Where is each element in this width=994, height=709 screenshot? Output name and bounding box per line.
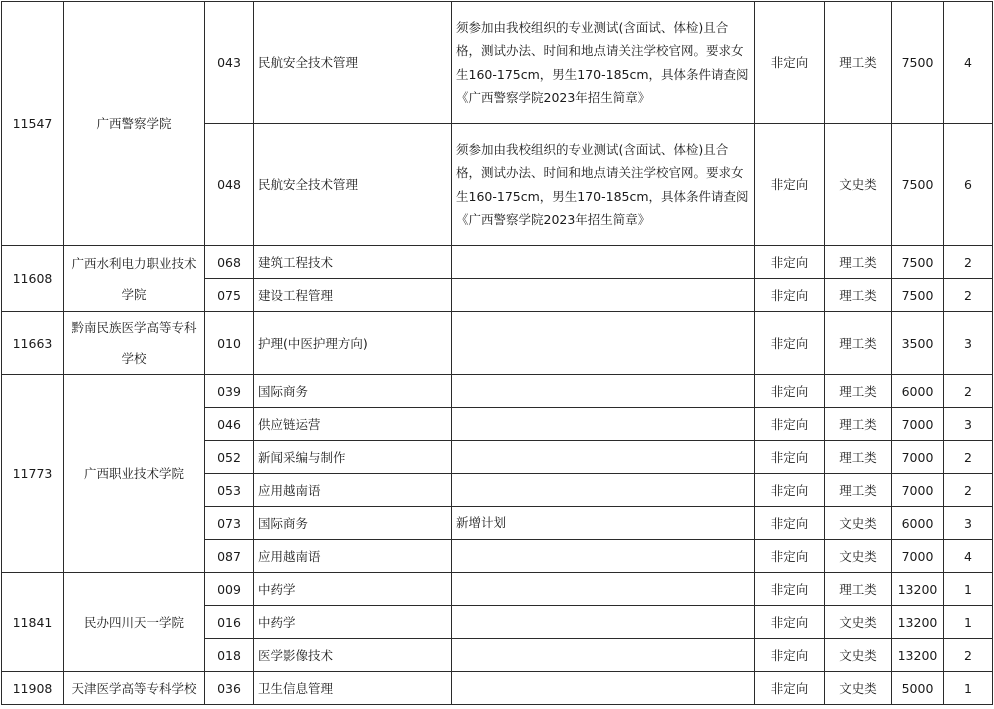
tuition-fee: 13200 [892,639,944,672]
plan-type: 非定向 [755,312,825,375]
school-code: 11908 [2,672,64,705]
subject-category: 文史类 [825,507,892,540]
subject-category: 文史类 [825,606,892,639]
table-row [2,246,993,279]
major-code: 016 [205,606,254,639]
major-name: 建筑工程技术 [254,246,452,279]
subject-category: 理工类 [825,375,892,408]
school-name: 黔南民族医学高等专科学校 [64,312,205,375]
subject-category: 文史类 [825,639,892,672]
major-name: 中药学 [254,573,452,606]
plan-type: 非定向 [755,606,825,639]
plan-type: 非定向 [755,441,825,474]
major-note [452,540,755,573]
school-name: 广西水利电力职业技术学院 [64,246,205,312]
major-name: 护理(中医护理方向) [254,312,452,375]
subject-category: 文史类 [825,124,892,246]
plan-type: 非定向 [755,2,825,124]
major-code: 053 [205,474,254,507]
major-note [452,639,755,672]
major-code: 010 [205,312,254,375]
plan-count: 3 [944,312,993,375]
plan-count: 1 [944,573,993,606]
major-note [452,312,755,375]
major-note [452,606,755,639]
tuition-fee: 7500 [892,124,944,246]
subject-category: 理工类 [825,279,892,312]
plan-count: 2 [944,474,993,507]
major-name: 国际商务 [254,375,452,408]
tuition-fee: 7000 [892,474,944,507]
tuition-fee: 7000 [892,540,944,573]
school-code: 11841 [2,573,64,672]
major-note: 须参加由我校组织的专业测试(含面试、体检)且合格，测试办法、时间和地点请关注学校官网。要求女生160-175cm，男生170-185cm，具体条件请查阅《广西警察学院2023年招生简章》 [452,124,755,246]
major-name: 供应链运营 [254,408,452,441]
plan-type: 非定向 [755,408,825,441]
subject-category: 文史类 [825,540,892,573]
school-code: 11608 [2,246,64,312]
plan-count: 3 [944,408,993,441]
tuition-fee: 6000 [892,375,944,408]
enrollment-plan-table [1,1,993,705]
major-code: 009 [205,573,254,606]
tuition-fee: 7500 [892,279,944,312]
plan-count: 4 [944,540,993,573]
school-code: 11547 [2,2,64,246]
school-name: 天津医学高等专科学校 [64,672,205,705]
major-name: 国际商务 [254,507,452,540]
plan-type: 非定向 [755,672,825,705]
subject-category: 文史类 [825,672,892,705]
subject-category: 理工类 [825,246,892,279]
table-row [2,375,993,408]
major-code: 018 [205,639,254,672]
plan-count: 2 [944,639,993,672]
plan-type: 非定向 [755,279,825,312]
major-code: 036 [205,672,254,705]
tuition-fee: 6000 [892,507,944,540]
major-name: 卫生信息管理 [254,672,452,705]
tuition-fee: 7500 [892,2,944,124]
school-code: 11663 [2,312,64,375]
plan-type: 非定向 [755,573,825,606]
major-note [452,474,755,507]
school-name: 广西职业技术学院 [64,375,205,573]
major-note [452,672,755,705]
major-name: 建设工程管理 [254,279,452,312]
school-code: 11773 [2,375,64,573]
subject-category: 理工类 [825,312,892,375]
subject-category: 理工类 [825,441,892,474]
tuition-fee: 7500 [892,246,944,279]
plan-count: 2 [944,246,993,279]
plan-count: 1 [944,672,993,705]
major-note [452,279,755,312]
major-note [452,573,755,606]
major-name: 应用越南语 [254,474,452,507]
major-code: 039 [205,375,254,408]
major-name: 中药学 [254,606,452,639]
major-code: 087 [205,540,254,573]
tuition-fee: 13200 [892,573,944,606]
major-name: 医学影像技术 [254,639,452,672]
subject-category: 理工类 [825,474,892,507]
plan-count: 1 [944,606,993,639]
plan-count: 4 [944,2,993,124]
school-name: 民办四川天一学院 [64,573,205,672]
plan-type: 非定向 [755,507,825,540]
plan-type: 非定向 [755,639,825,672]
major-note [452,375,755,408]
table-row [2,573,993,606]
plan-count: 2 [944,441,993,474]
plan-type: 非定向 [755,124,825,246]
plan-type: 非定向 [755,474,825,507]
major-code: 075 [205,279,254,312]
subject-category: 理工类 [825,2,892,124]
table-row [2,672,993,705]
major-note: 须参加由我校组织的专业测试(含面试、体检)且合格，测试办法、时间和地点请关注学校官网。要求女生160-175cm，男生170-185cm，具体条件请查阅《广西警察学院2023年招生简章》 [452,2,755,124]
plan-count: 2 [944,279,993,312]
tuition-fee: 5000 [892,672,944,705]
tuition-fee: 13200 [892,606,944,639]
plan-count: 2 [944,375,993,408]
major-code: 068 [205,246,254,279]
major-note [452,246,755,279]
major-code: 073 [205,507,254,540]
major-code: 043 [205,2,254,124]
major-note [452,408,755,441]
major-name: 民航安全技术管理 [254,2,452,124]
tuition-fee: 7000 [892,408,944,441]
major-code: 052 [205,441,254,474]
table-row [2,312,993,375]
major-note [452,441,755,474]
major-name: 民航安全技术管理 [254,124,452,246]
school-name: 广西警察学院 [64,2,205,246]
major-name: 应用越南语 [254,540,452,573]
table-row [2,2,993,124]
major-code: 048 [205,124,254,246]
subject-category: 理工类 [825,408,892,441]
major-code: 046 [205,408,254,441]
tuition-fee: 3500 [892,312,944,375]
plan-count: 6 [944,124,993,246]
plan-type: 非定向 [755,246,825,279]
subject-category: 理工类 [825,573,892,606]
tuition-fee: 7000 [892,441,944,474]
major-note: 新增计划 [452,507,755,540]
plan-type: 非定向 [755,375,825,408]
plan-count: 3 [944,507,993,540]
plan-type: 非定向 [755,540,825,573]
major-name: 新闻采编与制作 [254,441,452,474]
